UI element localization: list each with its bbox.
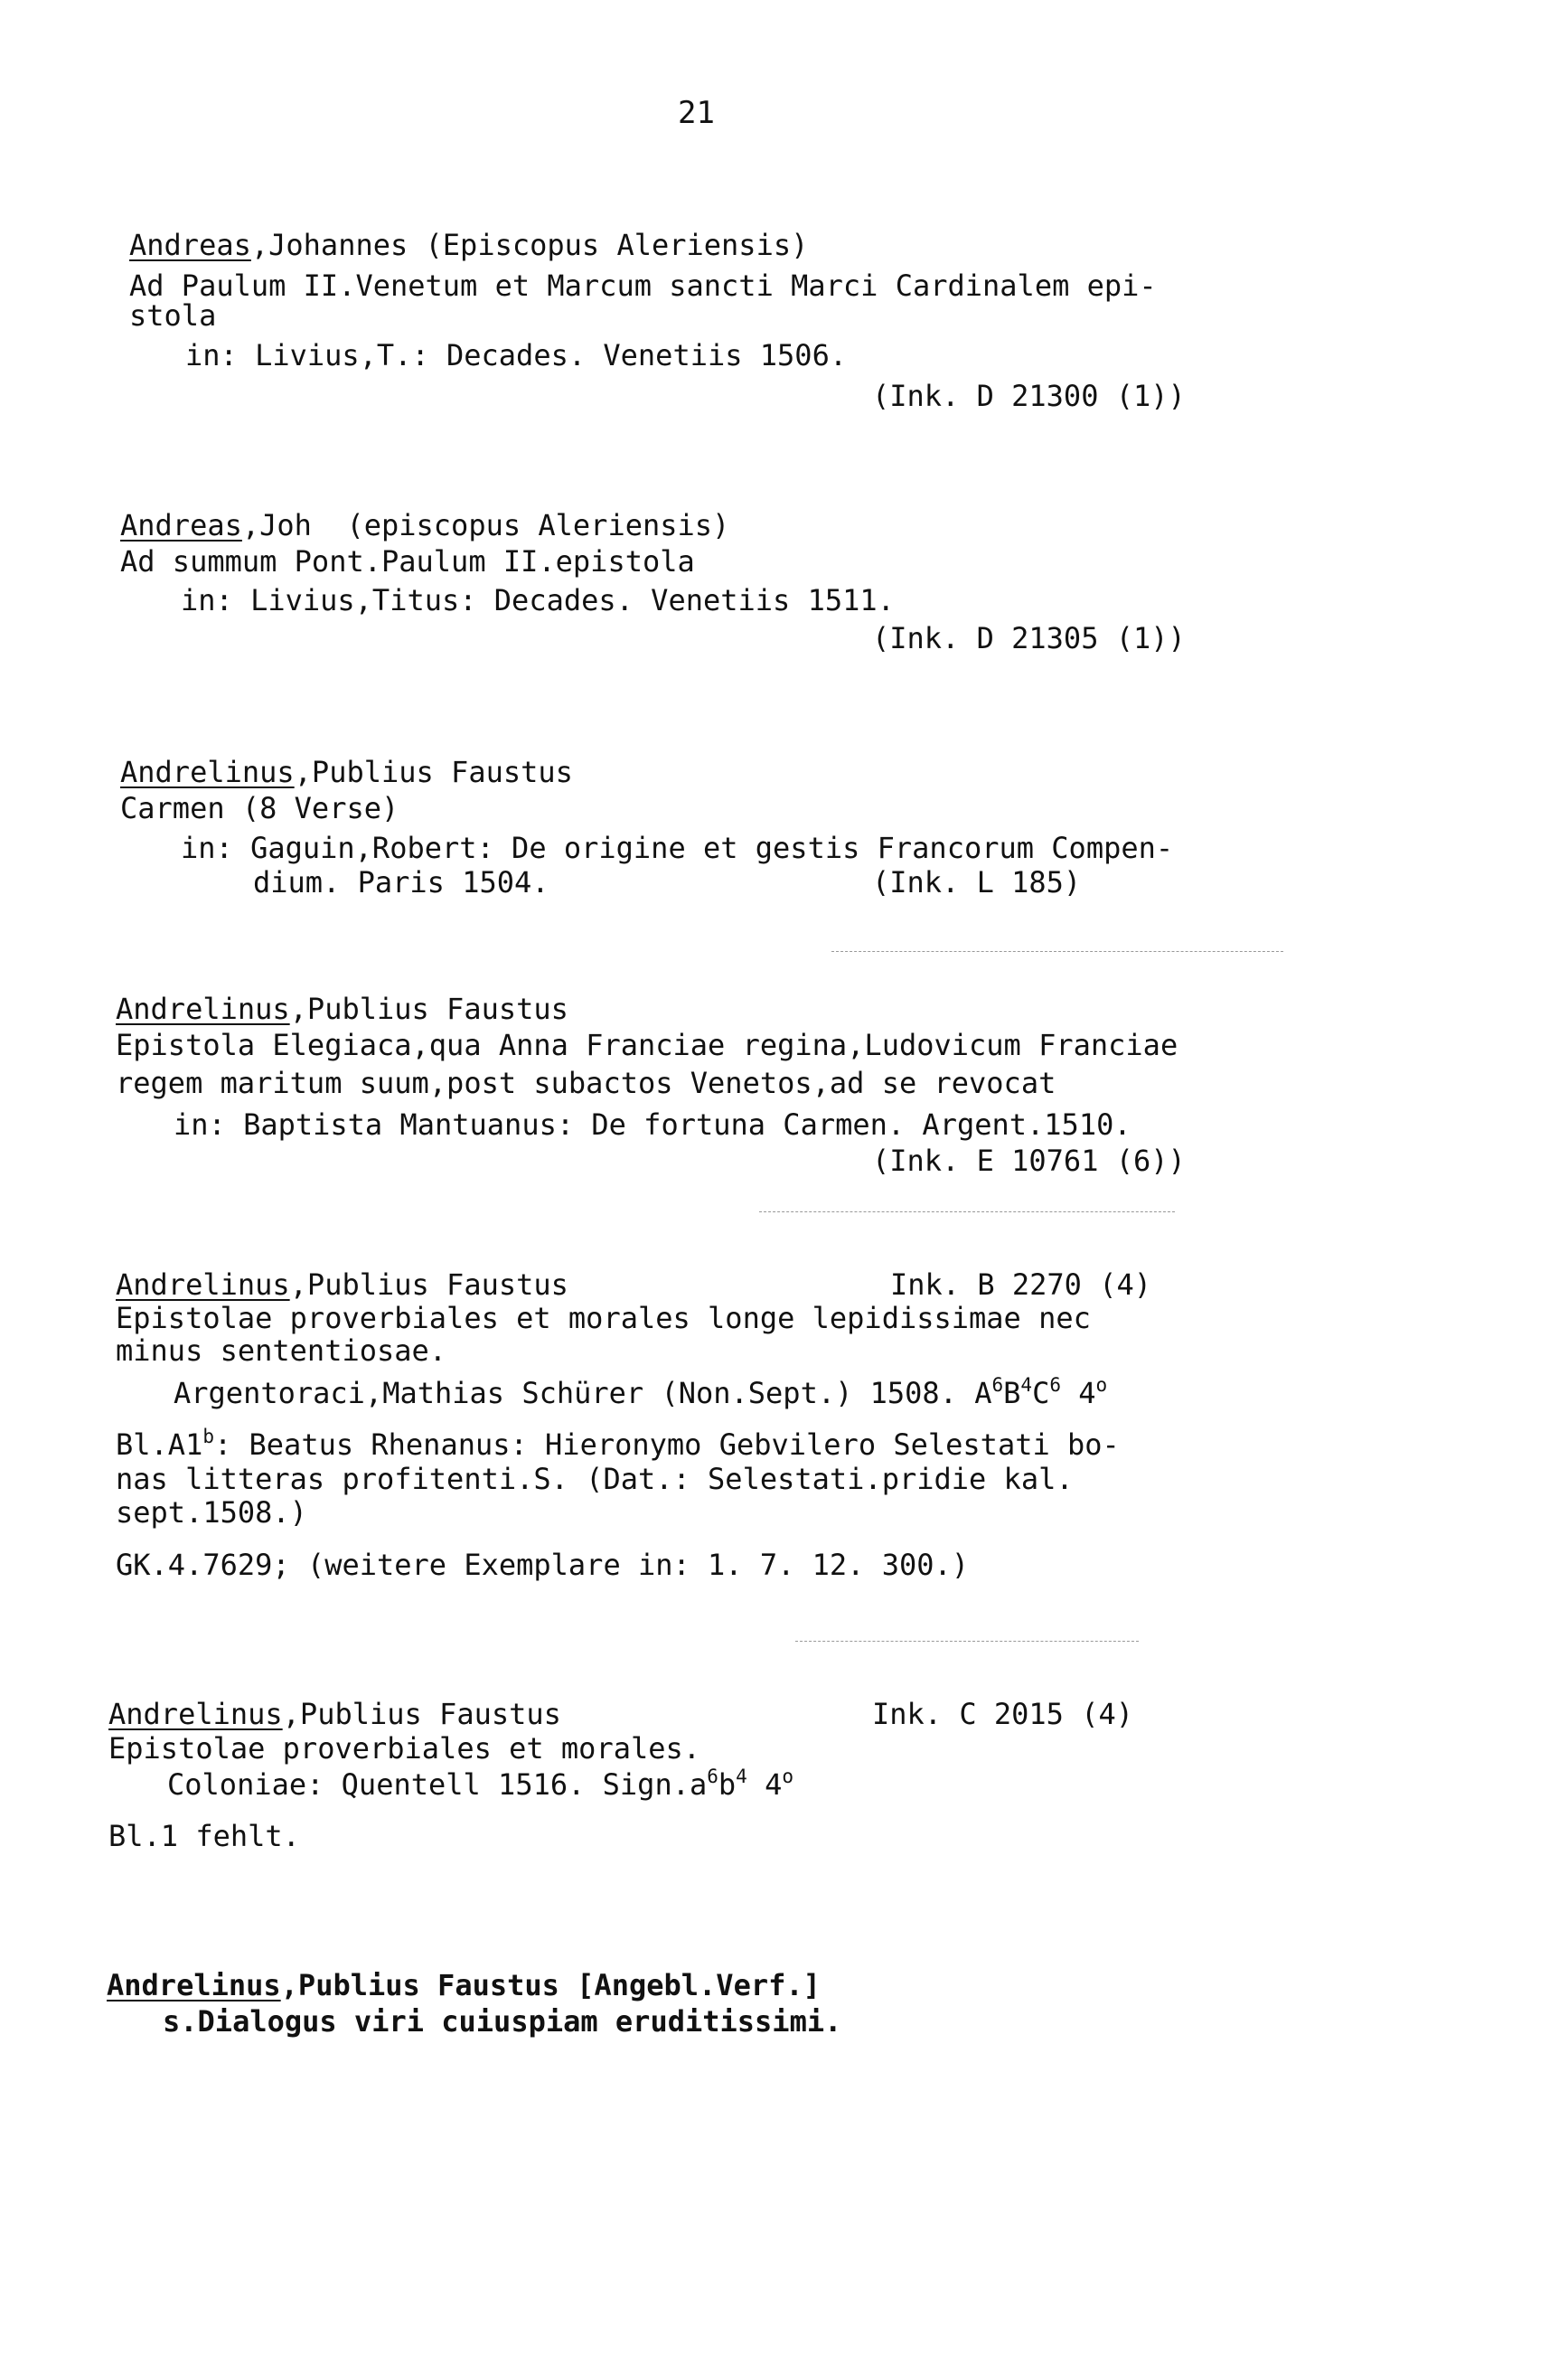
author-surname: Andreas (129, 228, 251, 262)
title-line: Ad Paulum II.Venetum et Marcum sancti Marci Cardinalem epi- (129, 268, 1157, 303)
note-prefix: Bl.A1 (116, 1427, 203, 1462)
title-line: Epistolae proverbiales et morales longe lepidissimae nec (116, 1301, 1091, 1335)
author-heading (120, 755, 573, 789)
collation-part: C (1032, 1376, 1050, 1410)
author-heading (120, 508, 730, 542)
note-line: sept.1508.) (116, 1495, 307, 1530)
author-heading (116, 1267, 568, 1302)
author-surname: Andrelinus (107, 1968, 281, 2002)
signature-part: b (718, 1767, 737, 1802)
collation-part: B (1003, 1376, 1021, 1410)
cross-reference: s.Dialogus viri cuiuspiam eruditissimi. (163, 2004, 842, 2039)
author-rest: ,Publius Faustus (289, 1267, 568, 1302)
shelfmark: (Ink. L 185) (872, 865, 1082, 899)
signature-part: 4 (746, 1767, 783, 1802)
author-surname: Andrelinus (116, 992, 290, 1026)
author-heading (116, 992, 568, 1026)
author-surname: Andrelinus (116, 1267, 290, 1302)
shelfmark: Ink. C 2015 (4) (872, 1697, 1133, 1731)
imprint-line (174, 1374, 1108, 1410)
source-line: dium. Paris 1504. (253, 865, 549, 899)
divider (795, 1641, 1139, 1642)
note-text: : Beatus Rhenanus: Hieronymo Gebvilero Selestati bo- (213, 1427, 1120, 1462)
author-surname: Andreas (120, 508, 242, 542)
author-surname: Andrelinus (108, 1697, 283, 1731)
collation-part: o (1095, 1374, 1108, 1396)
collation-part: 6 (991, 1374, 1004, 1396)
shelfmark: (Ink. D 21305 (1)) (872, 621, 1186, 655)
signature-part: o (782, 1766, 793, 1787)
divider (831, 951, 1283, 952)
page-number: 21 (678, 95, 715, 131)
title-line: Epistolae proverbiales et morales. (108, 1731, 701, 1766)
collation-part: 4 (1060, 1376, 1096, 1410)
author-rest: ,Publius Faustus (289, 992, 568, 1026)
collation-part: 4 (1020, 1374, 1033, 1396)
note-line (116, 1426, 1120, 1462)
shelfmark: Ink. B 2270 (4) (890, 1267, 1151, 1302)
source-line: in: Baptista Mantuanus: De fortuna Carmen. Argent.1510. (174, 1107, 1131, 1142)
shelfmark: (Ink. E 10761 (6)) (872, 1144, 1186, 1178)
source-line: in: Livius,Titus: Decades. Venetiis 1511. (181, 583, 895, 617)
collation (974, 1376, 1107, 1410)
imprint: Argentoraci,Mathias Schürer (Non.Sept.) 1508. (174, 1376, 957, 1410)
imprint: Coloniae: Quentell 1516. Sign.a (167, 1767, 708, 1802)
shelfmark: (Ink. D 21300 (1)) (872, 379, 1186, 413)
title-line: Epistola Elegiaca,qua Anna Franciae regina,Ludovicum Franciae (116, 1028, 1178, 1062)
author-rest: ,Johannes (Episcopus Aleriensis) (250, 228, 809, 262)
signature-part: 6 (707, 1766, 718, 1787)
title-line: stola (129, 298, 217, 333)
signature-part: 4 (736, 1766, 747, 1787)
note-line: Bl.1 fehlt. (108, 1819, 300, 1853)
author-rest: ,Joh (episcopus Aleriensis) (241, 508, 730, 542)
author-rest: ,Publius Faustus (294, 755, 573, 789)
author-heading (129, 228, 809, 262)
source-line: in: Gaguin,Robert: De origine et gestis Francorum Compen- (181, 831, 1174, 865)
title-line: minus sententiosae. (116, 1333, 447, 1368)
title-line: Carmen (8 Verse) (120, 791, 399, 825)
divider (759, 1211, 1175, 1212)
source-line: in: Livius,T.: Decades. Venetiis 1506. (185, 338, 848, 372)
author-heading (107, 1968, 821, 2002)
title-line: Ad summum Pont.Paulum II.epistola (120, 544, 695, 579)
note-line: nas litteras profitenti.S. (Dat.: Selestati.pridie kal. (116, 1462, 1074, 1496)
author-rest: ,Publius Faustus [Angebl.Verf.] (280, 1968, 821, 2002)
collation-part: A (974, 1376, 992, 1410)
copies-line: GK.4.7629; (weitere Exemplare in: 1. 7. 12. 300.) (116, 1548, 970, 1582)
note-sup: b (202, 1426, 214, 1447)
title-line: regem maritum suum,post subactos Venetos,ad se revocat (116, 1066, 1056, 1100)
collation-part: 6 (1049, 1374, 1061, 1396)
imprint-line (167, 1766, 793, 1802)
author-rest: ,Publius Faustus (282, 1697, 561, 1731)
author-surname: Andrelinus (120, 755, 295, 789)
author-heading (108, 1697, 561, 1731)
